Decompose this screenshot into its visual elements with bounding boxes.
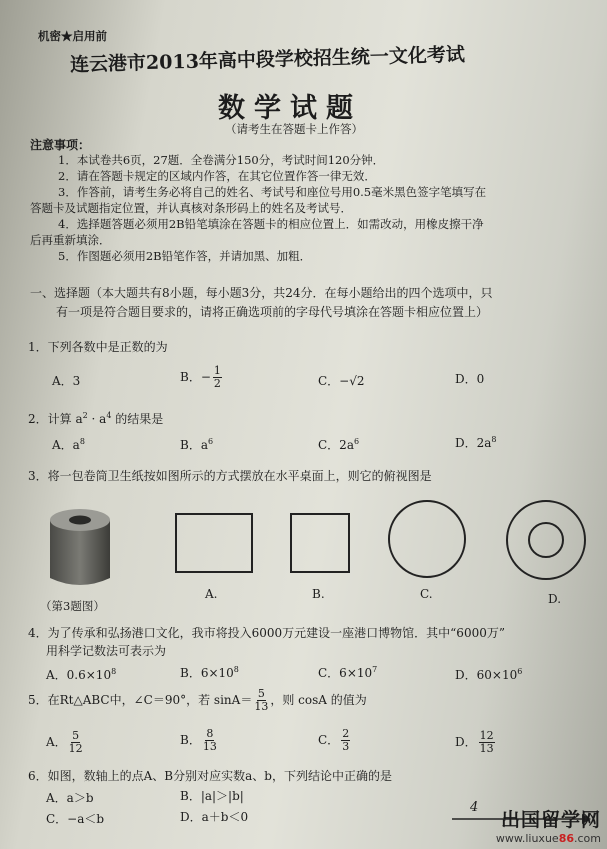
watermark-url-pre: www.liuxue — [495, 832, 559, 845]
notes-item: 1．本试卷共6页，27题．全卷满分150分，考试时间120分钟． — [58, 153, 385, 167]
q3-option-d-inner-circle — [528, 522, 564, 558]
q5-c-label: C． — [318, 733, 340, 747]
q2-option-b — [180, 436, 213, 453]
q4-a-exp: 8 — [111, 667, 117, 676]
secret-mark: 机密★启用前 — [38, 29, 107, 43]
q5-b-label: B． — [180, 733, 201, 747]
q3-option-b-square — [290, 513, 350, 573]
section-heading: 一、选择题（本大题共有8小题，每小题3分，共24分．在每小题给出的四个选项中，只 — [30, 286, 493, 300]
q4-b-exp: 8 — [233, 665, 239, 674]
q1-b-frac — [213, 365, 222, 390]
q2-b-exp: 6 — [207, 437, 214, 446]
answer-note: （请考生在答题卡上作答） — [225, 122, 363, 136]
q2-stem-exp1: 2 — [82, 411, 88, 420]
q5-option-b — [180, 728, 219, 753]
q2-stem-exp2: 4 — [106, 411, 112, 420]
watermark-url[interactable] — [496, 832, 601, 845]
q1-b-prefix: B．− — [180, 370, 211, 384]
q4-stem-cont: 用科学记数法可表示为 — [46, 644, 167, 658]
page-number: 4 — [470, 800, 479, 815]
notes-item: 5．作图题必须用2B铅笔作答，并请加黑、加粗． — [58, 249, 312, 263]
notes-item: 3．作答前，请考生务必将自己的姓名、考试号和座位号用0.5毫米黑色签字笔填写在 — [58, 185, 487, 199]
watermark-url-post: .com — [574, 832, 601, 845]
q6-stem: 6．如图，数轴上的点A、B分别对应实数a、b，下列结论中正确的是 — [28, 769, 392, 783]
q2-option-d — [455, 434, 497, 451]
q3-figure-caption: （第3题图） — [40, 599, 105, 613]
q5-a-den: 12 — [68, 742, 83, 755]
q5-sin-den: 13 — [254, 700, 269, 713]
notes-heading: 注意事项： — [30, 138, 91, 152]
q5-b-den: 13 — [202, 740, 217, 753]
q5-c-frac — [341, 728, 350, 753]
q4-a-pre: A．0.6×10 — [46, 668, 112, 682]
q5-stem — [28, 688, 367, 713]
q4-c-exp: 7 — [372, 665, 378, 674]
q4-c-pre: C．6×10 — [318, 666, 373, 680]
q3-option-a-label: A. — [205, 587, 218, 601]
q4-option-a — [46, 666, 116, 683]
q1-option-a: A．3 — [52, 374, 81, 388]
q5-c-den: 3 — [342, 740, 350, 753]
watermark-site-name: 出国留学网 — [500, 809, 601, 831]
q4-d-pre: D．60×10 — [455, 668, 518, 682]
q3-option-a-rectangle — [175, 513, 253, 573]
q5-a-frac — [69, 730, 83, 755]
q5-option-a — [46, 730, 85, 755]
watermark — [496, 805, 601, 845]
q2-stem-pre: 2．计算 a — [28, 412, 83, 426]
q5-option-d — [455, 730, 497, 755]
q2-stem-post: 的结果是 — [111, 412, 164, 426]
q4-option-c — [318, 664, 377, 681]
q6-option-c: C．−a＜b — [46, 812, 105, 826]
q5-d-label: D． — [455, 735, 477, 749]
q6-option-d: D．a＋b＜0 — [180, 810, 249, 824]
q6-option-b: B．|a|＞|b| — [180, 789, 244, 803]
q5-b-num: 8 — [206, 727, 214, 740]
q4-option-b — [180, 664, 239, 681]
q4-option-d — [455, 666, 522, 683]
q5-stem-pre: 5．在Rt△ABC中，∠C＝90°，若 sinA＝ — [28, 693, 253, 707]
q2-stem — [28, 410, 163, 427]
q1-option-c: C．−√2 — [318, 374, 365, 388]
toilet-roll-figure — [40, 500, 120, 590]
q5-sin-num: 5 — [257, 687, 265, 700]
exam-title: 连云港市2013年高中段学校招生统一文化考试 — [69, 43, 466, 76]
q5-a-label: A． — [46, 735, 67, 749]
q5-d-num: 12 — [479, 729, 494, 742]
watermark-url-red: 86 — [558, 832, 574, 845]
q5-option-c — [318, 728, 352, 753]
notes-item: 4．选择题答题必须用2B铅笔填涂在答题卡的相应位置上．如需改动，用橡皮擦干净 — [58, 217, 484, 231]
q3-option-d-label: D. — [548, 592, 562, 606]
notes-item: 2．请在答题卡规定的区域内作答，在其它位置作答一律无效． — [58, 169, 376, 183]
q1-option-b — [180, 365, 224, 390]
q2-a-exp: 8 — [79, 437, 85, 446]
q2-c-pre: C．2a — [318, 438, 354, 452]
q2-a-pre: A．a — [52, 438, 80, 452]
q2-option-a — [52, 436, 85, 453]
q3-option-c-circle — [388, 500, 466, 578]
q2-stem-mid: · a — [87, 412, 107, 426]
q2-option-c — [318, 436, 359, 453]
q4-stem: 4．为了传承和弘扬港口文化，我市将投入6000万元建设一座港口博物馆．其中“6000万” — [28, 626, 505, 640]
q2-d-exp: 8 — [491, 435, 497, 444]
q6-option-a: A．a＞b — [46, 791, 94, 805]
notes-item: 后再重新填涂． — [30, 233, 111, 247]
q1-b-den: 2 — [213, 377, 221, 390]
q5-sin-frac — [254, 688, 268, 713]
section-heading-cont: 有一项是符合题目要求的，请将正确选项前的字母代号填涂在答题卡相应位置上） — [56, 305, 489, 319]
q1-option-d: D．0 — [455, 372, 485, 386]
q3-stem: 3．将一包卷筒卫生纸按如图所示的方式摆放在水平桌面上，则它的俯视图是 — [28, 469, 432, 483]
q5-stem-post: ，则 cosA 的值为 — [270, 693, 367, 707]
q1-b-num: 1 — [213, 364, 221, 377]
q4-b-pre: B．6×10 — [180, 666, 234, 680]
subject-title: 数学试题 — [218, 93, 362, 124]
q5-c-num: 2 — [342, 727, 350, 740]
q3-option-b-label: B. — [312, 587, 325, 601]
q1-stem: 1．下列各数中是正数的为 — [28, 340, 168, 354]
q2-b-pre: B．a — [180, 438, 208, 452]
q2-d-pre: D．2a — [455, 436, 492, 450]
q2-c-exp: 6 — [353, 437, 360, 446]
q5-b-frac — [203, 728, 217, 753]
q5-d-frac — [479, 730, 495, 755]
q5-a-num: 5 — [72, 729, 80, 742]
q5-d-den: 13 — [479, 742, 494, 755]
notes-item: 答题卡及试题指定位置，并认真核对条形码上的姓名及考试号． — [30, 201, 352, 215]
q4-d-exp: 6 — [517, 667, 523, 676]
q3-option-c-label: C. — [420, 587, 433, 601]
